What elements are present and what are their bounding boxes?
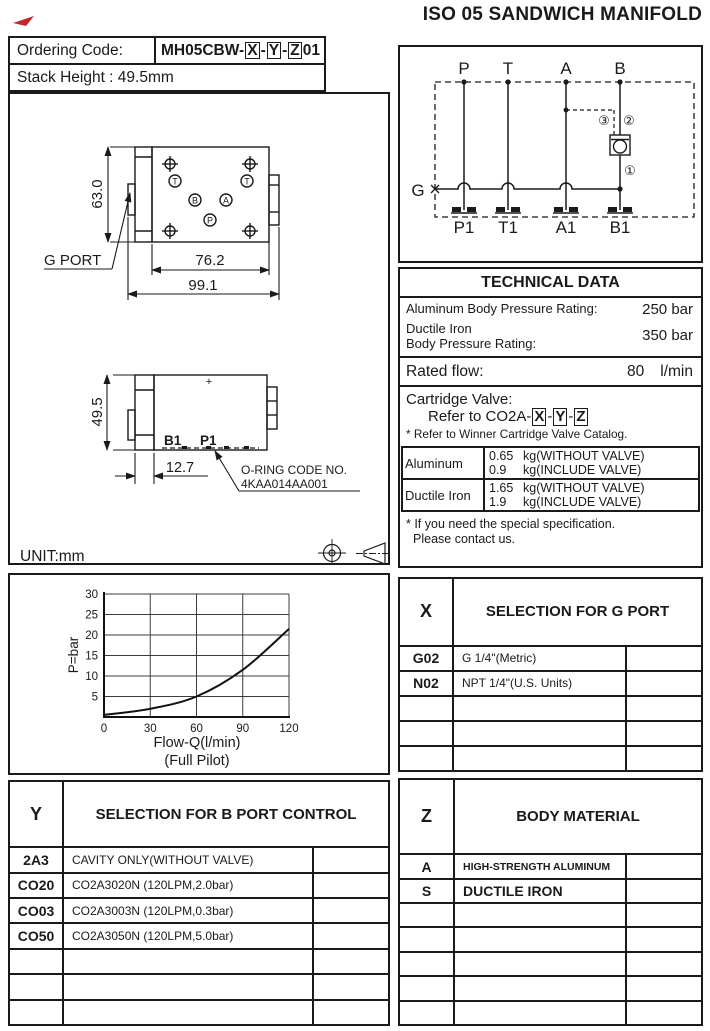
empty-row: [399, 952, 702, 976]
option-desc: HIGH-STRENGTH ALUMINUM: [454, 854, 626, 878]
line-a1-label: A1: [555, 218, 577, 237]
y-selection-table: [8, 780, 390, 1026]
plus-mark: +: [205, 376, 213, 388]
x-selection-table: [398, 577, 703, 772]
empty-row: [9, 949, 389, 974]
dim-12: 12.7: [165, 460, 195, 476]
option-desc: NPT 1/4"(U.S. Units): [453, 671, 626, 696]
option-desc: CO2A3050N (120LPM,5.0bar): [63, 923, 313, 948]
line-p1-label: P1: [453, 218, 475, 237]
cartridge-z-box: Z: [576, 408, 586, 426]
dim-49: 49.5: [89, 397, 106, 427]
top-view-drawing: [128, 147, 279, 242]
x-tick: 30: [143, 723, 157, 735]
schematic-labels: [411, 59, 630, 237]
z-title-header: BODY MATERIAL: [454, 779, 702, 854]
iron-pressure-row: [400, 318, 701, 351]
code-suffix: 01: [302, 41, 320, 59]
bolt-hole-icon: [162, 223, 178, 239]
option-code: N02: [399, 671, 453, 696]
table-row: [399, 671, 702, 696]
stack-height-row: Stack Height : 49.5mm: [10, 63, 324, 90]
cartridge-y-box: Y: [555, 408, 566, 426]
empty-cell: [626, 646, 702, 671]
rated-flow-value: 80: [627, 363, 645, 380]
ordering-code-box: [8, 36, 326, 92]
bolt-hole-icon: [162, 156, 178, 172]
dim-63: 63.0: [89, 179, 106, 209]
table-header-row: [399, 779, 702, 854]
cartridge-dash: -: [568, 408, 574, 426]
empty-row: [399, 927, 702, 951]
empty-cell: [313, 898, 389, 923]
iron-pressure-label: [406, 321, 536, 351]
y-tick: 5: [91, 691, 98, 704]
x-tick: 90: [236, 723, 250, 735]
empty-row: [399, 976, 702, 1000]
option-desc: G 1/4"(Metric): [453, 646, 626, 671]
x-tick: 60: [190, 723, 203, 735]
cartridge-note: * Refer to Winner Cartridge Valve Catalog.: [406, 426, 628, 441]
code-dash: -: [260, 41, 266, 59]
line-p-label: P: [458, 59, 470, 78]
port-t-label: T: [172, 176, 178, 187]
cartridge-valve-ref: [406, 408, 695, 425]
y-tick: 10: [85, 671, 98, 683]
weight-value: 0.65: [489, 449, 514, 464]
dim-76: 76.2: [195, 252, 225, 269]
empty-cell: [313, 873, 389, 898]
port-a-label: A: [222, 195, 230, 206]
g-line-label: G: [411, 181, 425, 200]
brand-logo-icon: [13, 16, 35, 28]
line-t-label: T: [502, 59, 514, 78]
x-tick: 120: [279, 723, 299, 735]
port-t-label: T: [244, 176, 250, 187]
weight-unit-note: kg(WITHOUT VALVE): [523, 481, 645, 496]
cartridge-dash: -: [547, 408, 553, 426]
schematic-lines: [431, 82, 694, 217]
line-b-label: B: [614, 59, 626, 78]
schematic-nodes: [452, 79, 632, 212]
weight-value: 1.9: [489, 495, 507, 510]
note-line1: * If you need the special specification.: [406, 517, 616, 532]
option-desc: CAVITY ONLY(WITHOUT VALVE): [63, 847, 313, 872]
y-tick: 15: [85, 650, 98, 663]
table-row: [9, 873, 389, 898]
option-code: S: [399, 879, 454, 903]
empty-row: [9, 1000, 389, 1025]
rated-flow-row: [400, 358, 701, 385]
p1-label: P1: [200, 433, 217, 448]
hydraulic-schematic-box: [398, 45, 703, 263]
iron-pressure-value: 350 bar: [642, 327, 693, 344]
weight-row-aluminum: [402, 447, 699, 479]
y-code-header: Y: [9, 781, 63, 847]
empty-cell: [313, 847, 389, 872]
aluminum-pressure-value: 250 bar: [642, 301, 693, 318]
port-b-label: B: [191, 195, 199, 206]
port-p-label: P: [206, 215, 214, 226]
option-desc: CO2A3003N (120LPM,0.3bar): [63, 898, 313, 923]
flow-chart-plot: [10, 575, 388, 773]
table-header-row: [399, 578, 702, 646]
empty-row: [399, 721, 702, 746]
special-spec-note: [400, 512, 701, 547]
option-code: CO50: [9, 923, 63, 948]
dim-99: 99.1: [188, 277, 218, 294]
line-b1-label: B1: [609, 218, 631, 237]
weight-value: 1.65: [489, 481, 514, 496]
x-code-header: X: [399, 578, 453, 646]
table-header-row: [9, 781, 389, 847]
callout-1: ①: [624, 163, 636, 178]
cartridge-x-box: X: [534, 408, 545, 426]
cartridge-valve-section: [400, 387, 701, 443]
empty-cell: [626, 879, 702, 903]
cartridge-ref-prefix: Refer to CO2A-: [428, 408, 532, 426]
empty-row: [399, 696, 702, 721]
aluminum-pressure-row: [400, 298, 701, 318]
rated-flow-label: Rated flow:: [406, 363, 484, 380]
weight-value: 0.9: [489, 463, 507, 478]
oring-code-line1: O-RING CODE NO.: [241, 463, 348, 477]
weight-material: Aluminum: [402, 447, 484, 479]
option-code: 2A3: [9, 847, 63, 872]
z-selection-table: [398, 778, 703, 1026]
weight-unit-note: kg(INCLUDE VALVE): [523, 495, 642, 510]
empty-row: [399, 746, 702, 771]
table-row: [9, 923, 389, 948]
check-valve-icon: [610, 135, 630, 155]
option-desc: DUCTILE IRON: [454, 879, 626, 903]
b1-label: B1: [164, 433, 182, 448]
port-letters: [172, 177, 250, 226]
option-code: CO20: [9, 873, 63, 898]
weight-row-iron: [402, 479, 699, 511]
code-z-box: Z: [290, 41, 300, 59]
ordering-code-row: [10, 38, 324, 63]
aluminum-pressure-label: Aluminum Body Pressure Rating:: [406, 301, 598, 316]
oring-code-line2: 4KAA014AA001: [241, 477, 328, 491]
flow-chart-box: [8, 573, 390, 775]
weight-unit-note: kg(WITHOUT VALVE): [523, 449, 645, 464]
option-code: G02: [399, 646, 453, 671]
bolt-hole-icon: [242, 223, 258, 239]
top-view-dimensions: [44, 147, 279, 300]
x-tick: 0: [100, 723, 108, 735]
empty-cell: [626, 671, 702, 696]
technical-data-title: TECHNICAL DATA: [400, 269, 701, 298]
line-t1-label: T1: [498, 218, 518, 237]
y-tick: 30: [85, 589, 98, 601]
empty-row: [9, 974, 389, 999]
page-title: ISO 05 SANDWICH MANIFOLD: [422, 4, 702, 25]
rated-flow-unit: l/min: [660, 363, 693, 380]
empty-row: [399, 1001, 702, 1025]
code-prefix: MH05CBW-: [161, 41, 245, 59]
g-port-label: G PORT: [44, 252, 102, 269]
empty-row: [399, 903, 702, 927]
option-code: CO03: [9, 898, 63, 923]
y-tick: 20: [85, 630, 98, 642]
weight-unit-note: kg(INCLUDE VALVE): [523, 463, 642, 478]
table-row: [399, 646, 702, 671]
chart-xlabel: Flow-Q(l/min): [153, 735, 241, 751]
callout-2: ②: [623, 113, 635, 128]
table-row: [399, 879, 702, 903]
code-y-box: Y: [268, 41, 280, 59]
x-title-header: SELECTION FOR G PORT: [453, 578, 702, 646]
table-row: [9, 898, 389, 923]
ordering-code-label: Ordering Code:: [10, 38, 156, 63]
callout-3: ③: [598, 113, 610, 128]
table-row: [9, 847, 389, 872]
line-a-label: A: [560, 59, 572, 78]
note-line2: Please contact us.: [413, 532, 516, 547]
dimension-drawing-svg: [10, 94, 388, 563]
z-code-header: Z: [399, 779, 454, 854]
weight-table: [401, 446, 700, 512]
code-dash: -: [282, 41, 288, 59]
y-tick: 25: [85, 609, 98, 622]
table-row: [399, 854, 702, 878]
empty-cell: [626, 854, 702, 878]
option-code: A: [399, 854, 454, 878]
chart-xlabel-sub: (Full Pilot): [164, 753, 230, 769]
ordering-code-value: [156, 42, 320, 60]
projection-symbol-icon: [318, 539, 388, 563]
technical-data-box: [398, 267, 703, 568]
y-title-header: SELECTION FOR B PORT CONTROL: [63, 781, 389, 847]
empty-cell: [313, 923, 389, 948]
dimension-drawing-box: [8, 92, 390, 565]
cartridge-valve-title: Cartridge Valve:: [406, 391, 513, 408]
iron-pressure-label-line1: Ductile Iron: [406, 321, 472, 336]
weight-material: Ductile Iron: [402, 479, 484, 511]
code-x-box: X: [247, 41, 258, 59]
bolt-hole-icon: [242, 156, 258, 172]
hydraulic-schematic-svg: [400, 47, 701, 261]
option-desc: CO2A3020N (120LPM,2.0bar): [63, 873, 313, 898]
chart-ylabel: P=bar: [66, 636, 81, 674]
unit-label: UNIT:mm: [20, 548, 85, 563]
iron-pressure-label-line2: Body Pressure Rating:: [406, 336, 537, 351]
